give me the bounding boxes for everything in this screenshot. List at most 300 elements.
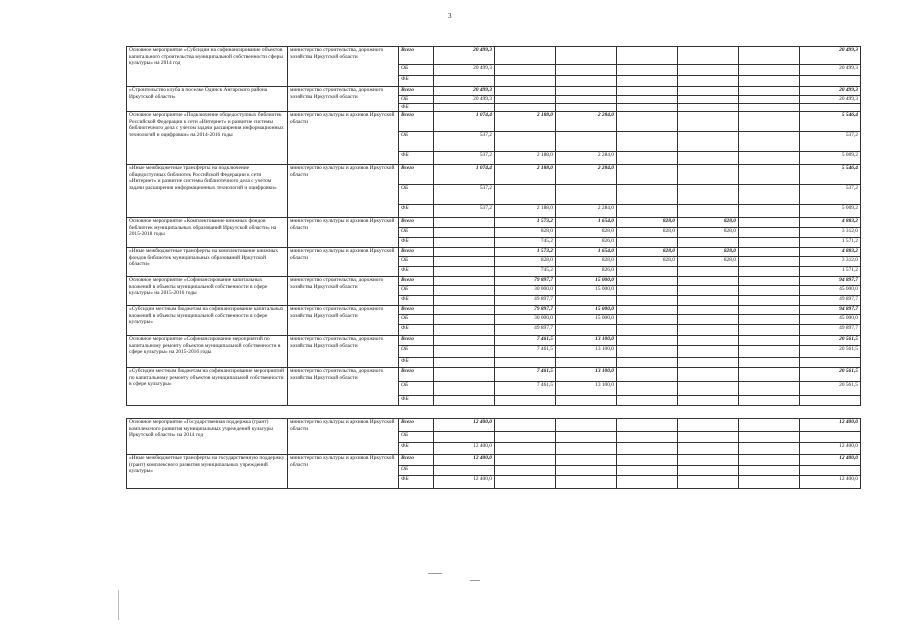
value-cell <box>678 112 739 132</box>
source-cell: Всего <box>399 112 434 132</box>
value-cell: 537,2 <box>434 185 495 205</box>
executor-cell: министерство строительства, дорожного хозяйства Иркутской области <box>288 368 399 406</box>
executor-cell: министерство культуры и архивов Иркутской области <box>288 419 399 455</box>
source-cell: ОБ <box>399 466 434 476</box>
value-cell <box>739 152 800 165</box>
value-cell: 828,0 <box>678 248 739 257</box>
value-cell <box>434 466 495 476</box>
total-cell: 20 499,3 <box>800 87 861 96</box>
value-cell: 20 499,3 <box>434 87 495 96</box>
value-cell: 1 573,2 <box>495 248 556 257</box>
table-row <box>127 248 861 257</box>
value-cell: 745,2 <box>495 267 556 277</box>
value-cell <box>434 306 495 315</box>
value-cell <box>617 152 678 165</box>
value-cell: 1 654,0 <box>556 248 617 257</box>
value-cell <box>678 419 739 432</box>
value-cell <box>739 358 800 368</box>
value-cell <box>739 248 800 257</box>
value-cell <box>739 336 800 346</box>
total-cell: 5 009,2 <box>800 152 861 165</box>
executor-cell: министерство культуры и архивов Иркутской области <box>288 218 399 248</box>
value-cell <box>617 132 678 152</box>
value-cell: 828,0 <box>556 257 617 267</box>
value-cell: 7 461,5 <box>495 346 556 358</box>
value-cell <box>617 286 678 296</box>
value-cell: 2 284,0 <box>556 152 617 165</box>
value-cell <box>495 443 556 455</box>
total-cell: 4 883,2 <box>800 248 861 257</box>
value-cell: 2 188,0 <box>495 112 556 132</box>
value-cell <box>556 419 617 432</box>
value-cell <box>617 358 678 368</box>
source-cell: Всего <box>399 455 434 466</box>
total-cell: 20 561,5 <box>800 346 861 358</box>
value-cell <box>434 358 495 368</box>
value-cell <box>739 277 800 286</box>
value-cell <box>495 87 556 96</box>
value-cell <box>434 286 495 296</box>
value-cell: 828,0 <box>617 228 678 238</box>
value-cell: 828,0 <box>678 218 739 228</box>
table-row <box>127 87 861 96</box>
value-cell <box>678 455 739 466</box>
value-cell <box>739 267 800 277</box>
value-cell: 2 284,0 <box>556 112 617 132</box>
executor-cell: министерство культуры и архивов Иркутской области <box>288 165 399 218</box>
activity-cell: Основное мероприятие «Комплектование книжных фондов библиотек муниципальных образований Иркутской области» на 2015-2018 годы <box>127 218 288 248</box>
value-cell: 15 000,0 <box>556 286 617 296</box>
value-cell <box>617 336 678 346</box>
value-cell: 2 188,0 <box>495 205 556 218</box>
value-cell <box>739 382 800 396</box>
activity-cell: Основное мероприятие «Софинансирование мероприятий по капитальному ремонту объектов муниципальной собственности в сфере культуры» на 2015-2016 годы <box>127 336 288 368</box>
value-cell: 79 897,7 <box>495 277 556 286</box>
value-cell: 15 000,0 <box>556 277 617 286</box>
value-cell <box>617 368 678 382</box>
value-cell: 20 499,3 <box>434 96 495 104</box>
total-cell: 12 400,0 <box>800 443 861 455</box>
value-cell <box>617 346 678 358</box>
total-cell <box>800 466 861 476</box>
total-cell <box>800 76 861 87</box>
table-row <box>127 306 861 315</box>
value-cell <box>739 218 800 228</box>
value-cell <box>617 96 678 104</box>
source-cell: ФБ <box>399 238 434 248</box>
value-cell: 13 100,0 <box>556 382 617 396</box>
value-cell <box>617 419 678 432</box>
value-cell <box>739 286 800 296</box>
value-cell <box>495 419 556 432</box>
value-cell <box>434 336 495 346</box>
source-cell: Всего <box>399 165 434 185</box>
source-cell: ОБ <box>399 257 434 267</box>
value-cell <box>495 185 556 205</box>
executor-cell: министерство строительства, дорожного хозяйства Иркутской области <box>288 277 399 306</box>
value-cell: 745,2 <box>495 238 556 248</box>
value-cell <box>556 476 617 489</box>
total-cell <box>800 358 861 368</box>
value-cell <box>678 185 739 205</box>
total-cell: 20 561,5 <box>800 382 861 396</box>
activity-cell: «Субсидии местным бюджетам на софинансирование капитальных вложений в объекты муниципальной собственности в сфере культуры» <box>127 306 288 336</box>
value-cell <box>739 112 800 132</box>
value-cell <box>678 76 739 87</box>
source-cell: ОБ <box>399 185 434 205</box>
value-cell <box>495 76 556 87</box>
value-cell <box>739 466 800 476</box>
value-cell <box>739 165 800 185</box>
source-cell: ОБ <box>399 132 434 152</box>
executor-cell: министерство культуры и архивов Иркутской области <box>288 455 399 489</box>
total-cell: 12 400,0 <box>800 419 861 432</box>
value-cell <box>739 315 800 325</box>
source-cell: ФБ <box>399 443 434 455</box>
activity-cell: «Строительство клуба в поселке Одинск Ангарского района Иркутской области» <box>127 87 288 112</box>
value-cell: 79 897,7 <box>495 306 556 315</box>
table-row <box>127 112 861 132</box>
value-cell <box>617 104 678 112</box>
value-cell: 828,0 <box>678 228 739 238</box>
value-cell: 537,2 <box>434 132 495 152</box>
value-cell <box>617 325 678 336</box>
value-cell <box>434 248 495 257</box>
value-cell <box>678 165 739 185</box>
value-cell: 13 100,0 <box>556 336 617 346</box>
value-cell <box>739 132 800 152</box>
table-row <box>127 218 861 228</box>
value-cell <box>434 277 495 286</box>
value-cell <box>678 325 739 336</box>
value-cell <box>678 296 739 306</box>
value-cell <box>495 432 556 443</box>
value-cell <box>495 396 556 406</box>
value-cell <box>617 476 678 489</box>
source-cell: Всего <box>399 248 434 257</box>
total-cell: 4 883,2 <box>800 218 861 228</box>
value-cell <box>617 466 678 476</box>
value-cell: 7 461,5 <box>495 336 556 346</box>
total-cell: 1 571,2 <box>800 267 861 277</box>
value-cell <box>495 132 556 152</box>
value-cell <box>617 382 678 396</box>
total-cell: 45 000,0 <box>800 286 861 296</box>
value-cell <box>434 432 495 443</box>
budget-table <box>126 46 861 489</box>
value-cell: 2 188,0 <box>495 165 556 185</box>
source-cell: ФБ <box>399 396 434 406</box>
value-cell <box>678 466 739 476</box>
value-cell: 1 074,4 <box>434 165 495 185</box>
value-cell <box>556 104 617 112</box>
value-cell <box>556 47 617 65</box>
source-cell: ФБ <box>399 76 434 87</box>
value-cell <box>556 87 617 96</box>
value-cell <box>678 152 739 165</box>
total-cell: 12 400,0 <box>800 476 861 489</box>
value-cell <box>434 218 495 228</box>
value-cell <box>434 368 495 382</box>
source-cell: Всего <box>399 336 434 346</box>
value-cell <box>617 47 678 65</box>
value-cell <box>495 104 556 112</box>
total-cell: 1 571,2 <box>800 238 861 248</box>
value-cell <box>617 238 678 248</box>
value-cell: 30 000,0 <box>495 286 556 296</box>
value-cell <box>434 346 495 358</box>
value-cell <box>678 432 739 443</box>
value-cell <box>739 205 800 218</box>
source-cell: ФБ <box>399 476 434 489</box>
activity-cell: «Иные межбюджетные трансферты на государственную поддержку (грант) комплексного развития муниципальных учреждений культуры» <box>127 455 288 489</box>
separator-cell <box>127 406 861 419</box>
activity-cell: Основное мероприятие «Субсидии на софинансирование объектов капитального строительства муниципальной собственности сферы культуры» на 2014 год <box>127 47 288 87</box>
value-cell <box>495 466 556 476</box>
value-cell <box>617 296 678 306</box>
source-cell: ФБ <box>399 267 434 277</box>
activity-cell: Основное мероприятие «Софинансирование капитальных вложений в объекты муниципальной собственности в сфере культуры» на 2015-2016 годы <box>127 277 288 306</box>
source-cell: ФБ <box>399 205 434 218</box>
activity-cell: Основное мероприятие «Государственная поддержка (грант) комплексного развития муниципальных учреждений культуры Иркутской области» на 2014 год <box>127 419 288 455</box>
value-cell <box>556 396 617 406</box>
value-cell <box>678 277 739 286</box>
value-cell <box>434 382 495 396</box>
value-cell <box>617 443 678 455</box>
total-cell: 94 897,7 <box>800 277 861 286</box>
value-cell: 828,0 <box>617 257 678 267</box>
value-cell: 828,0 <box>495 257 556 267</box>
value-cell: 2 284,0 <box>556 165 617 185</box>
executor-cell: министерство культуры и архивов Иркутской области <box>288 248 399 277</box>
value-cell <box>739 185 800 205</box>
value-cell <box>556 466 617 476</box>
value-cell <box>739 432 800 443</box>
value-cell <box>617 432 678 443</box>
value-cell <box>495 96 556 104</box>
value-cell <box>495 476 556 489</box>
value-cell <box>678 336 739 346</box>
value-cell <box>739 306 800 315</box>
total-cell: 49 897,7 <box>800 296 861 306</box>
source-cell: Всего <box>399 368 434 382</box>
value-cell <box>556 185 617 205</box>
value-cell <box>678 476 739 489</box>
value-cell: 828,0 <box>495 228 556 238</box>
value-cell <box>739 455 800 466</box>
total-cell: 537,2 <box>800 185 861 205</box>
value-cell: 1 074,4 <box>434 112 495 132</box>
value-cell: 15 000,0 <box>556 315 617 325</box>
value-cell: 828,0 <box>617 248 678 257</box>
scan-artifact <box>470 580 480 581</box>
value-cell: 2 284,0 <box>556 205 617 218</box>
source-cell: ФБ <box>399 325 434 336</box>
value-cell <box>556 96 617 104</box>
value-cell <box>678 286 739 296</box>
total-cell: 49 897,7 <box>800 325 861 336</box>
source-cell: Всего <box>399 87 434 96</box>
value-cell <box>556 358 617 368</box>
value-cell <box>678 358 739 368</box>
value-cell <box>556 443 617 455</box>
value-cell <box>678 382 739 396</box>
table-row <box>127 455 861 466</box>
value-cell <box>739 104 800 112</box>
source-cell: ОБ <box>399 432 434 443</box>
value-cell: 15 000,0 <box>556 306 617 315</box>
value-cell <box>434 238 495 248</box>
value-cell <box>678 104 739 112</box>
scan-artifact <box>118 590 119 620</box>
total-cell: 3 312,0 <box>800 228 861 238</box>
value-cell <box>617 65 678 76</box>
total-cell: 20 499,3 <box>800 47 861 65</box>
value-cell: 537,2 <box>434 205 495 218</box>
value-cell: 828,0 <box>556 228 617 238</box>
value-cell <box>678 132 739 152</box>
value-cell <box>434 267 495 277</box>
source-cell: ОБ <box>399 286 434 296</box>
source-cell: ФБ <box>399 358 434 368</box>
total-cell: 5 546,4 <box>800 165 861 185</box>
activity-cell: Основное мероприятие «Подключение общедоступных библиотек Российской Федерации к сети «Интернет» и развитие системы библиотечного дела с учетом задачи расширения информационных технологий и оцифровки» на 2014-2016 годы <box>127 112 288 165</box>
source-cell: ОБ <box>399 96 434 104</box>
value-cell: 826,0 <box>556 267 617 277</box>
value-cell <box>678 238 739 248</box>
value-cell <box>739 96 800 104</box>
value-cell <box>617 455 678 466</box>
source-cell: ОБ <box>399 315 434 325</box>
value-cell <box>434 325 495 336</box>
value-cell <box>617 185 678 205</box>
value-cell: 13 100,0 <box>556 368 617 382</box>
total-cell: 20 499,3 <box>800 96 861 104</box>
total-cell: 12 400,0 <box>800 455 861 466</box>
executor-cell: министерство культуры и архивов Иркутской области <box>288 112 399 165</box>
value-cell <box>617 165 678 185</box>
value-cell <box>434 257 495 267</box>
total-cell: 3 312,0 <box>800 257 861 267</box>
total-cell: 5 546,4 <box>800 112 861 132</box>
total-cell <box>800 104 861 112</box>
value-cell: 2 188,0 <box>495 152 556 165</box>
value-cell: 7 461,5 <box>495 382 556 396</box>
value-cell <box>739 47 800 65</box>
value-cell: 828,0 <box>617 218 678 228</box>
value-cell <box>434 296 495 306</box>
value-cell <box>617 315 678 325</box>
total-cell: 20 561,5 <box>800 368 861 382</box>
value-cell <box>739 296 800 306</box>
value-cell <box>617 277 678 286</box>
value-cell <box>739 325 800 336</box>
value-cell: 12 400,0 <box>434 443 495 455</box>
value-cell <box>739 443 800 455</box>
value-cell <box>739 238 800 248</box>
activity-cell: «Иные межбюджетные трансферты на подключение общедоступных библиотек Российской Федерации к сети «Интернет» и развитие системы библиотечного дела с учетом задачи расширения информационных технологий и оцифровки» <box>127 165 288 218</box>
table-row <box>127 165 861 185</box>
value-cell <box>617 76 678 87</box>
value-cell: 828,0 <box>678 257 739 267</box>
value-cell <box>678 315 739 325</box>
value-cell <box>739 87 800 96</box>
value-cell: 826,0 <box>556 238 617 248</box>
value-cell <box>739 76 800 87</box>
value-cell <box>739 65 800 76</box>
table-row <box>127 47 861 65</box>
value-cell: 20 499,3 <box>434 65 495 76</box>
value-cell <box>678 47 739 65</box>
value-cell: 1 654,0 <box>556 218 617 228</box>
value-cell: 1 573,2 <box>495 218 556 228</box>
source-cell: Всего <box>399 47 434 65</box>
value-cell <box>495 358 556 368</box>
value-cell <box>739 396 800 406</box>
value-cell <box>739 228 800 238</box>
value-cell <box>434 76 495 87</box>
total-cell <box>800 396 861 406</box>
table-row <box>127 336 861 346</box>
executor-cell: министерство строительства, дорожного хозяйства Иркутской области <box>288 306 399 336</box>
total-cell: 94 897,7 <box>800 306 861 315</box>
total-cell: 537,2 <box>800 132 861 152</box>
table-row <box>127 277 861 286</box>
value-cell <box>678 443 739 455</box>
total-cell: 20 561,5 <box>800 336 861 346</box>
value-cell <box>556 296 617 306</box>
source-cell: Всего <box>399 419 434 432</box>
value-cell <box>434 315 495 325</box>
value-cell <box>678 87 739 96</box>
total-cell <box>800 432 861 443</box>
total-cell: 5 009,2 <box>800 205 861 218</box>
page-number: 3 <box>448 12 452 20</box>
value-cell <box>678 267 739 277</box>
value-cell <box>739 346 800 358</box>
value-cell <box>739 257 800 267</box>
executor-cell: министерство строительства, дорожного хозяйства Иркутской области <box>288 47 399 87</box>
executor-cell: министерство строительства, дорожного хозяйства Иркутской области <box>288 87 399 112</box>
source-cell: ОБ <box>399 65 434 76</box>
value-cell <box>739 368 800 382</box>
source-cell: Всего <box>399 306 434 315</box>
value-cell <box>617 267 678 277</box>
value-cell <box>739 419 800 432</box>
activity-cell: «Субсидии местным бюджетам на софинансирование мероприятий по капитальному ремонту объектов муниципальной собственности в сфере культуры» <box>127 368 288 406</box>
source-cell: Всего <box>399 218 434 228</box>
table-row <box>127 419 861 432</box>
value-cell <box>678 396 739 406</box>
executor-cell: министерство строительства, дорожного хозяйства Иркутской области <box>288 336 399 368</box>
value-cell: 537,2 <box>434 152 495 165</box>
value-cell <box>434 396 495 406</box>
value-cell: 12 400,0 <box>434 455 495 466</box>
source-cell: ОБ <box>399 228 434 238</box>
value-cell <box>556 455 617 466</box>
value-cell: 30 000,0 <box>495 315 556 325</box>
source-cell: Всего <box>399 277 434 286</box>
value-cell <box>434 104 495 112</box>
value-cell: 49 897,7 <box>495 325 556 336</box>
value-cell <box>495 455 556 466</box>
value-cell <box>617 306 678 315</box>
source-cell: ОБ <box>399 382 434 396</box>
value-cell <box>617 112 678 132</box>
value-cell <box>678 306 739 315</box>
scan-artifact <box>428 573 442 574</box>
value-cell: 12 400,0 <box>434 476 495 489</box>
